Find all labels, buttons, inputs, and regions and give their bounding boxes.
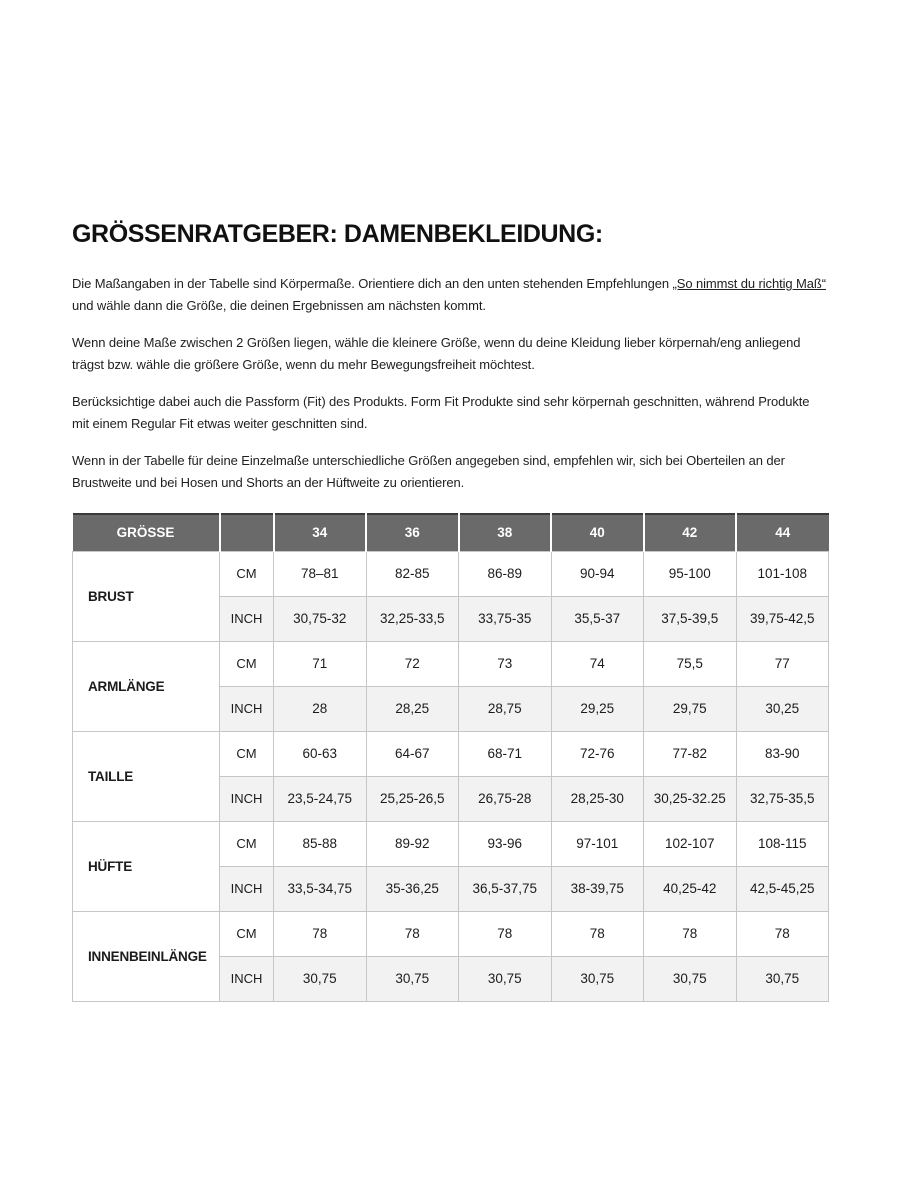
- value-cell-inch: 29,25: [551, 686, 644, 731]
- unit-label-cm: CM: [220, 821, 274, 866]
- value-cell-cm: 108-115: [736, 821, 829, 866]
- value-cell-cm: 77: [736, 641, 829, 686]
- size-guide-content: [72, 220, 829, 1002]
- measurement-label: ARMLÄNGE: [73, 641, 220, 731]
- value-cell-inch: 28,75: [459, 686, 552, 731]
- mixed-sizes-paragraph: Wenn in der Tabelle für deine Einzelmaße unterschiedliche Größen angegeben sind, empfehlen wir, sich bei Oberteilen an der Brustweite und bei Hosen und Shorts an der Hüftweite zu orientieren.: [72, 453, 785, 490]
- value-cell-cm: 73: [459, 641, 552, 686]
- value-cell-cm: 95-100: [644, 551, 737, 596]
- measurement-label: HÜFTE: [73, 821, 220, 911]
- value-cell-cm: 78–81: [274, 551, 367, 596]
- intro-text-after: und wähle dann die Größe, die deinen Ergebnissen am nächsten kommt.: [72, 298, 486, 313]
- size-table-header-size: 40: [551, 514, 644, 551]
- table-row-cm: [73, 911, 829, 956]
- value-cell-cm: 75,5: [644, 641, 737, 686]
- value-cell-inch: 30,75: [274, 956, 367, 1001]
- value-cell-inch: 36,5-37,75: [459, 866, 552, 911]
- size-table-header-unit-spacer: [220, 514, 274, 551]
- unit-label-inch: INCH: [220, 596, 274, 641]
- value-cell-cm: 93-96: [459, 821, 552, 866]
- value-cell-inch: 33,75-35: [459, 596, 552, 641]
- value-cell-inch: 30,75: [736, 956, 829, 1001]
- value-cell-cm: 77-82: [644, 731, 737, 776]
- page-title: GRÖSSENRATGEBER: DAMENBEKLEIDUNG:: [72, 220, 603, 248]
- value-cell-inch: 28,25: [366, 686, 459, 731]
- intro-text-before: Die Maßangaben in der Tabelle sind Körpermaße. Orientiere dich an den unten stehenden Empfehlungen: [72, 276, 673, 291]
- value-cell-inch: 35-36,25: [366, 866, 459, 911]
- value-cell-inch: 29,75: [644, 686, 737, 731]
- value-cell-inch: 39,75-42,5: [736, 596, 829, 641]
- value-cell-cm: 78: [459, 911, 552, 956]
- value-cell-cm: 78: [736, 911, 829, 956]
- value-cell-inch: 30,25-32.25: [644, 776, 737, 821]
- unit-label-inch: INCH: [220, 776, 274, 821]
- size-table-header-row: [73, 514, 829, 551]
- value-cell-cm: 85-88: [274, 821, 367, 866]
- value-cell-cm: 72: [366, 641, 459, 686]
- size-table-header-size: 34: [274, 514, 367, 551]
- table-row-cm: [73, 731, 829, 776]
- value-cell-inch: 35,5-37: [551, 596, 644, 641]
- unit-label-cm: CM: [220, 731, 274, 776]
- size-table-header-label: GRÖSSE: [73, 514, 220, 551]
- value-cell-cm: 78: [366, 911, 459, 956]
- value-cell-inch: 38-39,75: [551, 866, 644, 911]
- measurement-label: BRUST: [73, 551, 220, 641]
- unit-label-inch: INCH: [220, 866, 274, 911]
- value-cell-cm: 64-67: [366, 731, 459, 776]
- size-table-header-size: 44: [736, 514, 829, 551]
- value-cell-inch: 23,5-24,75: [274, 776, 367, 821]
- value-cell-cm: 97-101: [551, 821, 644, 866]
- measurement-label: INNENBEINLÄNGE: [73, 911, 220, 1001]
- measurement-label: TAILLE: [73, 731, 220, 821]
- unit-label-cm: CM: [220, 641, 274, 686]
- value-cell-inch: 42,5-45,25: [736, 866, 829, 911]
- value-cell-inch: 30,75: [366, 956, 459, 1001]
- value-cell-cm: 68-71: [459, 731, 552, 776]
- value-cell-cm: 83-90: [736, 731, 829, 776]
- value-cell-cm: 86-89: [459, 551, 552, 596]
- value-cell-inch: 30,75: [459, 956, 552, 1001]
- fit-paragraph: Berücksichtige dabei auch die Passform (Fit) des Produkts. Form Fit Produkte sind sehr körpernah geschnitten, während Produkte mit einem Regular Fit etwas weiter geschnitten sind.: [72, 394, 810, 431]
- value-cell-cm: 78: [551, 911, 644, 956]
- size-table-header-size: 36: [366, 514, 459, 551]
- value-cell-inch: 32,25-33,5: [366, 596, 459, 641]
- value-cell-cm: 89-92: [366, 821, 459, 866]
- value-cell-cm: 71: [274, 641, 367, 686]
- value-cell-inch: 37,5-39,5: [644, 596, 737, 641]
- table-row-cm: [73, 551, 829, 596]
- between-sizes-paragraph: Wenn deine Maße zwischen 2 Größen liegen, wähle die kleinere Größe, wenn du deine Kleidung lieber körpernah/eng anliegend trägst bzw. wähle die größere Größe, wenn du mehr Bewegungsfreiheit möchtest.: [72, 335, 801, 372]
- unit-label-cm: CM: [220, 551, 274, 596]
- value-cell-cm: 102-107: [644, 821, 737, 866]
- value-cell-inch: 30,25: [736, 686, 829, 731]
- value-cell-inch: 30,75: [551, 956, 644, 1001]
- value-cell-cm: 78: [274, 911, 367, 956]
- value-cell-inch: 28,25-30: [551, 776, 644, 821]
- value-cell-cm: 78: [644, 911, 737, 956]
- table-row-cm: [73, 641, 829, 686]
- value-cell-cm: 101-108: [736, 551, 829, 596]
- value-cell-inch: 30,75: [644, 956, 737, 1001]
- value-cell-cm: 82-85: [366, 551, 459, 596]
- size-table-header-size: 38: [459, 514, 552, 551]
- value-cell-cm: 74: [551, 641, 644, 686]
- size-table: [72, 513, 829, 1002]
- value-cell-inch: 32,75-35,5: [736, 776, 829, 821]
- value-cell-inch: 30,75-32: [274, 596, 367, 641]
- value-cell-inch: 26,75-28: [459, 776, 552, 821]
- value-cell-cm: 60-63: [274, 731, 367, 776]
- value-cell-inch: 28: [274, 686, 367, 731]
- value-cell-cm: 72-76: [551, 731, 644, 776]
- size-table-header-size: 42: [644, 514, 737, 551]
- unit-label-inch: INCH: [220, 686, 274, 731]
- value-cell-cm: 90-94: [551, 551, 644, 596]
- value-cell-inch: 25,25-26,5: [366, 776, 459, 821]
- unit-label-cm: CM: [220, 911, 274, 956]
- value-cell-inch: 40,25-42: [644, 866, 737, 911]
- measure-guide-link[interactable]: „So nimmst du richtig Maß“: [672, 276, 826, 291]
- value-cell-inch: 33,5-34,75: [274, 866, 367, 911]
- table-row-cm: [73, 821, 829, 866]
- unit-label-inch: INCH: [220, 956, 274, 1001]
- intro-paragraph: [72, 273, 829, 317]
